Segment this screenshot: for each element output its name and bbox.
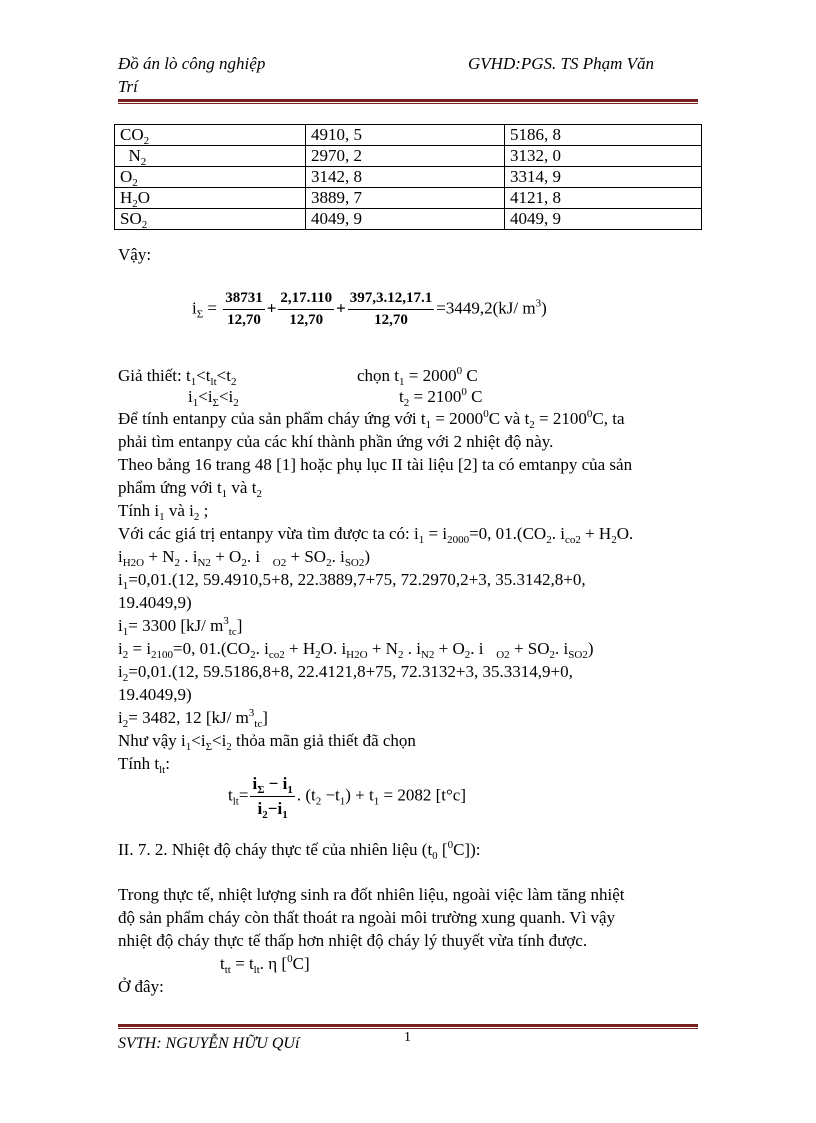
i2-calc-line2: 19.4049,9) [118,685,192,704]
para-line2: độ sản phẩm cháy còn thất thoát ra ngoài môi trường xung quanh. Vì vậy [118,908,616,927]
choose-t1: chọn $t_1 = 2000^0$ C [357,365,478,388]
tlt-equation: $t_{lt}=$ $\frac{i_\Sigma - i_1}{i_2-i_1}$ . $(t_2 -t_1) + t_1 = 2082$ [t°c] [228,774,466,821]
i2-calc-line1: $i_2=0,01.(12$, 59.5186,8+8, 22.4121,8+75, 72.3132+3, 35.3314,9+0, [118,662,573,684]
para-phai-tim: phải tìm entanpy của các khí thành phần ứng với 2 nhiệt độ này. [118,432,554,451]
i1-formula-line1: Với các giá trị entanpy vừa tìm được ta có: $i_1 = i_{2000}=0$, $01.(CO_2$. $i_{co2} + H_2O$. [118,524,634,546]
footer-svth: SVTH: NGUYỄN HỮU QUí [118,1035,300,1052]
section-heading: II. 7. 2. Nhiệt độ cháy thực tế của nhiên liệu ($t_0$ [$^0$C]): [118,839,481,862]
footer-rule [118,1024,698,1029]
i1-calc-line1: $i_1=0,01.(12$, 59.4910,5+8, 22.3889,7+75, 72.2970,2+3, 35.3142,8+0, [118,570,586,592]
para-line3: nhiệt độ cháy thực tế thấp hơn nhiệt độ cháy lý thuyết vừa tính được. [118,931,588,950]
tinh-tlt: Tính $t_{lt}$: [118,754,170,776]
header-right: GVHD:PGS. TS Phạm Văn [468,54,655,73]
page-number: 1 [404,1030,411,1045]
o-day: Ở đây: [118,977,164,996]
enthalpy-table [114,124,702,230]
table-row: $O_2$ 3142, 8 3314, 9 [115,167,702,188]
header-rule [118,99,698,104]
para-pham-ung: phẩm ứng với $t_1$ và $t_2$ [118,478,262,500]
i-sigma-equation: $i_\Sigma$ = $\frac{38731}{12,70}$ + $\frac{2,17.110}{12,70}$ + $\frac{397,3.12,17.1}{12,70}$ =3449,2(kJ/ $m^3$) [192,290,547,328]
i1-formula-line2: $i_{H2O} + N_2$ . $i_{N2} + O_2$. i $_{O2} + SO_2$. $i_{SO2}$) [118,547,371,569]
i2-result: $i_2= 3482$, 12 [kJ/ $m^3_{tc}$] [118,707,268,730]
header-left-line2: Trí [118,77,138,96]
para-theo-bang: Theo bảng 16 trang 48 [1] hoặc phụ lục II tài liệu [2] ta có emtanpy của sản [118,455,633,474]
i1-result: $i_1= 3300$ [kJ/ $m^3_{tc}$] [118,615,243,638]
tinh-i1-i2: Tính $i_1$ và $i_2$ ; [118,501,209,523]
ttt-formula: $t_{tt} = t_{lt}$. η [$^0$C] [220,953,310,976]
nhu-vay: Như vậy $i_1<i_\Sigma<i_2$ thỏa mãn giả thiết đã chọn [118,731,416,753]
table-row: $N_2$ 2970, 2 3132, 0 [115,146,702,167]
para-de-tinh: Để tính entanpy của sản phẩm cháy ứng với $t_1 = 2000^0C$ và $t_2 = 2100^0C$, ta [118,408,625,431]
para-line1: Trong thực tế, nhiệt lượng sinh ra đốt nhiên liệu, ngoài việc làm tăng nhiệt [118,885,625,904]
vay-label: Vậy: [118,245,152,264]
i1-calc-line2: 19.4049,9) [118,593,192,612]
table-row: $H_2O$ 3889, 7 4121, 8 [115,188,702,209]
i2-formula: $i_2 = i_{2100}=0$, $01.(CO_2$. $i_{co2} + H_2O$. $i_{H2O} + N_2$ . $i_{N2} + O_2$. i $_{O2} + SO_2$. $i_{SO2}$) [118,639,594,661]
choose-t2: $t_2 = 2100^0$ C [399,386,483,409]
table-row: $SO_2$ 4049, 9 4049, 9 [115,209,702,230]
header-left-line1: Đồ án lò công nghiệp [118,54,266,73]
table-row: $CO_2$ 4910, 5 5186, 8 [115,125,702,146]
assumption-line1: Giả thiết: $t_1<t_{lt}<t_2$ [118,366,237,388]
assumption-line2: $i_1<i_\Sigma<i_2$ [188,387,239,409]
